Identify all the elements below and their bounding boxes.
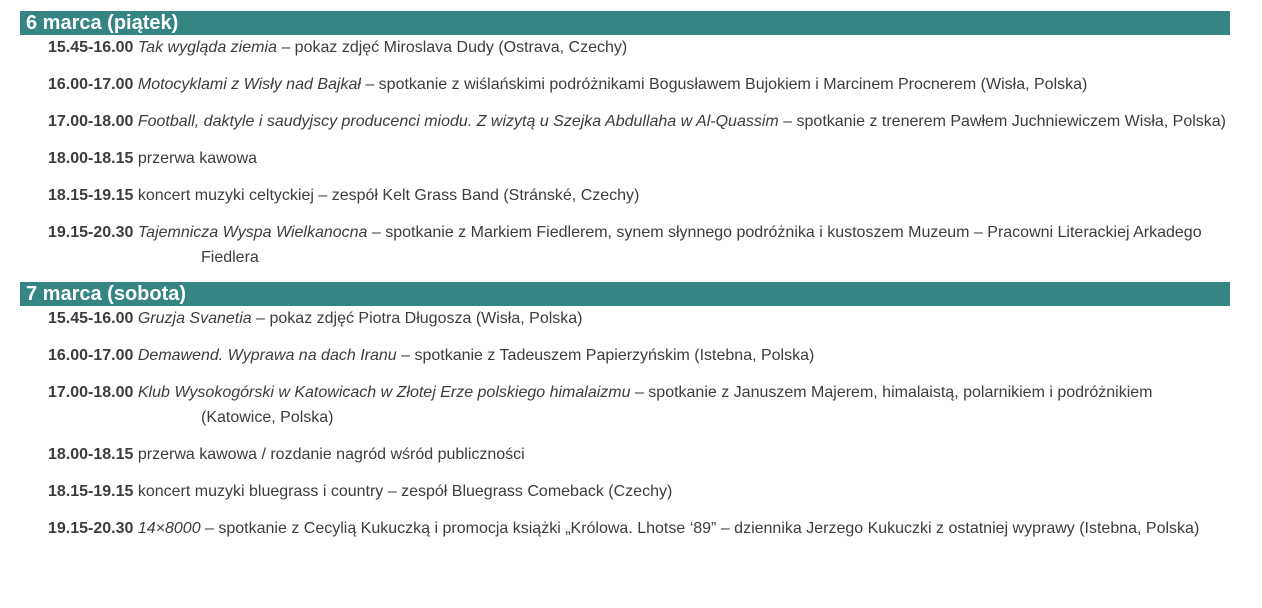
day-header-friday: 6 marca (piątek) xyxy=(20,11,1230,35)
event-time: 17.00-18.00 xyxy=(48,384,134,401)
event-time: 18.00-18.15 xyxy=(48,150,134,167)
list-item xyxy=(20,516,1230,541)
event-description: – spotkanie z wiślańskimi podróżnikami Bogusławem Bujokiem i Marcinem Procnerem (Wisła, Polska) xyxy=(360,76,1088,93)
event-title: Tajemnicza Wyspa Wielkanocna xyxy=(137,224,368,241)
event-title: Tak wygląda ziemia xyxy=(137,39,277,56)
event-title: Football, daktyle i saudyjscy producenci miodu. Z wizytą u Szejka Abdullaha w Al-Quassim xyxy=(137,113,779,130)
event-time: 18.15-19.15 xyxy=(48,187,134,204)
event-time: 19.15-20.30 xyxy=(48,224,134,241)
list-item xyxy=(20,220,1230,270)
list-item xyxy=(20,72,1230,97)
event-title: Demawend. Wyprawa na dach Iranu xyxy=(137,347,397,364)
event-description: przerwa kawowa xyxy=(137,150,258,167)
event-time: 15.45-16.00 xyxy=(48,39,134,56)
list-item xyxy=(20,380,1230,430)
list-item xyxy=(20,306,1230,331)
event-description: przerwa kawowa / rozdanie nagród wśród publiczności xyxy=(137,446,525,463)
event-description: – spotkanie z Cecylią Kukuczką i promocja książki „Królowa. Lhotse ‘89” – dziennika Jerzego Kukuczki z ostatniej wyprawy (Istebna, Polska) xyxy=(200,520,1200,537)
event-title: Motocyklami z Wisły nad Bajkał xyxy=(137,76,361,93)
event-time: 17.00-18.00 xyxy=(48,113,134,130)
event-description: koncert muzyki celtyckiej – zespół Kelt Grass Band (Stránské, Czechy) xyxy=(137,187,640,204)
event-description: – pokaz zdjęć Miroslava Dudy (Ostrava, Czechy) xyxy=(276,39,628,56)
event-title: Klub Wysokogórski w Katowicach w Złotej Erze polskiego himalaizmu xyxy=(137,384,631,401)
event-time: 19.15-20.30 xyxy=(48,520,134,537)
event-description: koncert muzyki bluegrass i country – zespół Bluegrass Comeback (Czechy) xyxy=(137,483,673,500)
event-description: – pokaz zdjęć Piotra Długosza (Wisła, Polska) xyxy=(251,310,583,327)
list-item xyxy=(20,343,1230,368)
event-title: Gruzja Svanetia xyxy=(137,310,252,327)
event-schedule xyxy=(20,11,1230,553)
event-description: – spotkanie z Tadeuszem Papierzyńskim (Istebna, Polska) xyxy=(396,347,815,364)
event-time: 16.00-17.00 xyxy=(48,76,134,93)
day-header-saturday: 7 marca (sobota) xyxy=(20,282,1230,306)
day-events-saturday xyxy=(20,306,1230,541)
event-description: – spotkanie z trenerem Pawłem Juchniewiczem Wisła, Polska) xyxy=(778,113,1227,130)
event-description: – spotkanie z Januszem Majerem, himalaistą, polarnikiem i podróżnikiem (Katowice, Polska) xyxy=(201,384,1153,426)
list-item xyxy=(20,479,1230,504)
event-time: 16.00-17.00 xyxy=(48,347,134,364)
list-item xyxy=(20,35,1230,60)
day-events-friday xyxy=(20,35,1230,270)
list-item xyxy=(20,442,1230,467)
event-title: 14×8000 xyxy=(137,520,201,537)
event-time: 15.45-16.00 xyxy=(48,310,134,327)
event-description: – spotkanie z Markiem Fiedlerem, synem słynnego podróżnika i kustoszem Muzeum – Pracowni Literackiej Arkadego Fiedlera xyxy=(201,224,1202,266)
event-time: 18.00-18.15 xyxy=(48,446,134,463)
event-time: 18.15-19.15 xyxy=(48,483,134,500)
list-item xyxy=(20,109,1230,134)
list-item xyxy=(20,183,1230,208)
list-item xyxy=(20,146,1230,171)
